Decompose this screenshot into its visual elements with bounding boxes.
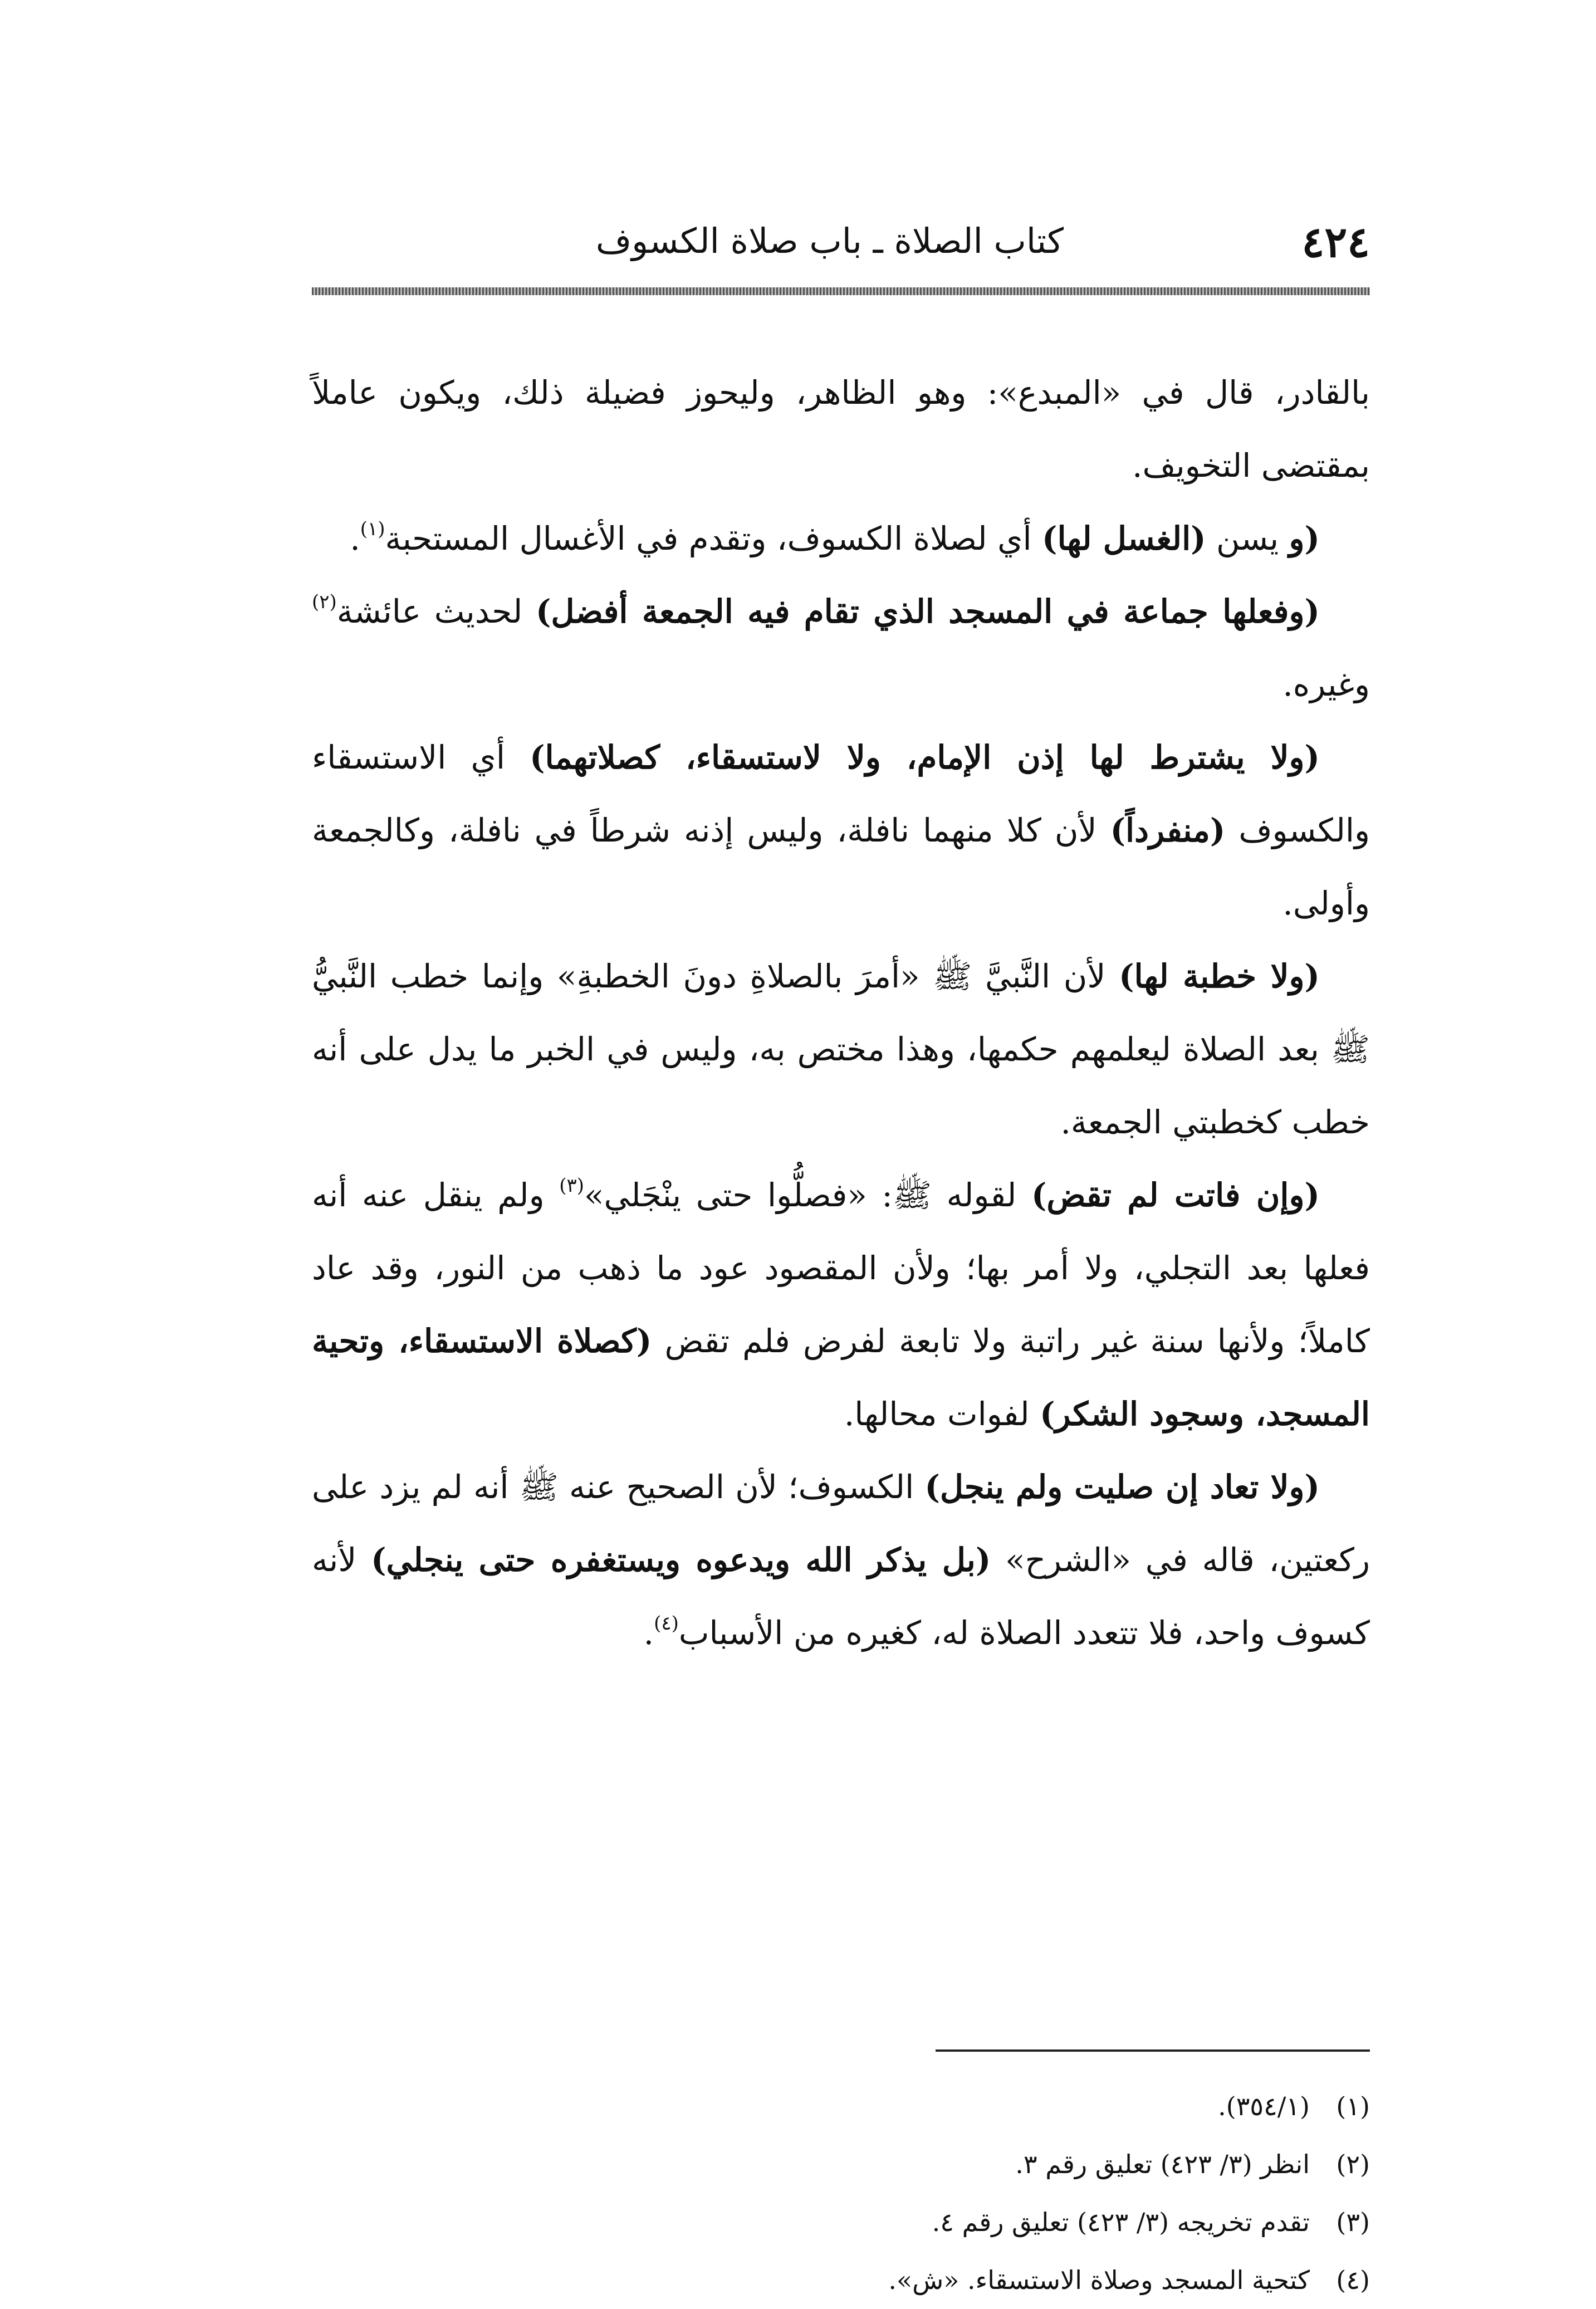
footnote [312,2193,1370,2251]
header-rule [312,287,1370,295]
footnote-marker: (١) [360,518,385,540]
sharh-text: لأن كلا منهما نافلة، وليس إذنه شرطاً في نافلة، وكالجمعة وأولى. [312,811,1370,922]
footnote-text: (٣٥٤/١). [1218,2091,1310,2121]
sharh-text: لأنه كسوف واحد، فلا تتعدد الصلاة له، كغيره من الأسباب [312,1541,1370,1652]
footnote-text: تقدم تخريجه (٣/ ٤٢٣) تعليق رقم ٤. [932,2207,1310,2237]
sharh-text: أي لصلاة الكسوف، وتقدم في الأغسال المستحبة [385,520,1042,557]
running-title: كتاب الصلاة ـ باب صلاة الكسوف [595,221,1064,261]
sharh-text: لقوله ﷺ: «فصلُّوا حتى ينْجَلي» [584,1176,1031,1214]
footnote [312,2251,1370,2309]
body-text [312,356,1370,1670]
sharh-text: لفوات محالها. [844,1395,1040,1433]
matn-text: (و [1289,520,1320,557]
footnote-text: انظر (٣/ ٤٢٣) تعليق رقم ٣. [1015,2149,1310,2179]
sharh-text: لحديث عائشة [336,593,536,630]
footnote-marker: (٢) [312,591,337,613]
sharh-text: . [643,1614,654,1652]
matn-text: (بل يذكر الله ويدعوه ويستغفره حتى ينجلي) [371,1541,991,1579]
matn-text: (كصلاة الاستسقاء، وتحية المسجد، وسجود الشكر) [312,1322,1370,1433]
sharh-text: أي الاستسقاء والكسوف [312,738,1370,849]
sharh-text: . [350,520,360,557]
footnote [312,2077,1370,2135]
sharh-text: لأن النَّبيَّ ﷺ «أمرَ بالصلاةِ دونَ الخطبةِ» وإنما خطب النَّبيُّ ﷺ بعد الصلاة ليعلمهم حكمها، وهذا مختص به، وليس في الخبر ما يدل على أنه خطب كخطبتي الجمعة. [312,957,1370,1141]
matn-text: (منفرداً) [1110,811,1226,849]
paragraph [312,1159,1370,1451]
matn-text: (ولا خطبة لها) [1119,957,1320,995]
paragraph [312,1451,1370,1670]
matn-text: (وفعلها جماعة في المسجد الذي تقام فيه الجمعة أفضل) [535,593,1320,630]
paragraph [312,940,1370,1159]
paragraph [312,502,1370,575]
footnotes [312,2077,1370,2309]
sharh-text: ولم ينقل عنه أنه فعلها بعد التجلي، ولا أمر بها؛ ولأن المقصود عود ما ذهب من النور، وقد عاد كاملاً؛ ولأنها سنة غير راتبة ولا تابعة لفرض فلم تقض [312,1176,1370,1360]
matn-text: (الغسل لها) [1042,520,1206,557]
matn-text: (وإن فاتت لم تقض) [1031,1176,1320,1214]
matn-text: (ولا يشترط لها إذن الإمام، ولا لاستسقاء، كصلاتهما) [530,738,1320,776]
footnote-text: كتحية المسجد وصلاة الاستسقاء. «ش». [888,2265,1310,2295]
footnote-marker: (٣) [559,1175,584,1197]
paragraph [312,356,1370,502]
paragraph [312,721,1370,940]
sharh-text: يسن [1206,520,1289,557]
page-header [312,217,1370,278]
footnote-number: (٣) [1336,2207,1370,2237]
book-page [312,217,1370,2295]
footnote-marker: (٤) [654,1612,679,1635]
footnote-number: (٢) [1336,2149,1370,2179]
sharh-text: بالقادر، قال في «المبدع»: وهو الظاهر، وليحوز فضيلة ذلك، ويكون عاملاً بمقتضى التخويف. [312,374,1370,485]
paragraph [312,575,1370,721]
footnote-number: (١) [1336,2091,1370,2121]
sharh-text: الكسوف؛ لأن الصحيح عنه ﷺ أنه لم يزد على ركعتين، قاله في «الشرح» [312,1468,1370,1579]
footnote [312,2135,1370,2193]
page-number: ٤٢٤ [1301,217,1370,267]
sharh-text: وغيره. [1282,666,1370,703]
footnote-number: (٤) [1336,2265,1370,2295]
matn-text: (ولا تعاد إن صليت ولم ينجل) [924,1468,1320,1506]
footnote-separator [936,2049,1370,2052]
